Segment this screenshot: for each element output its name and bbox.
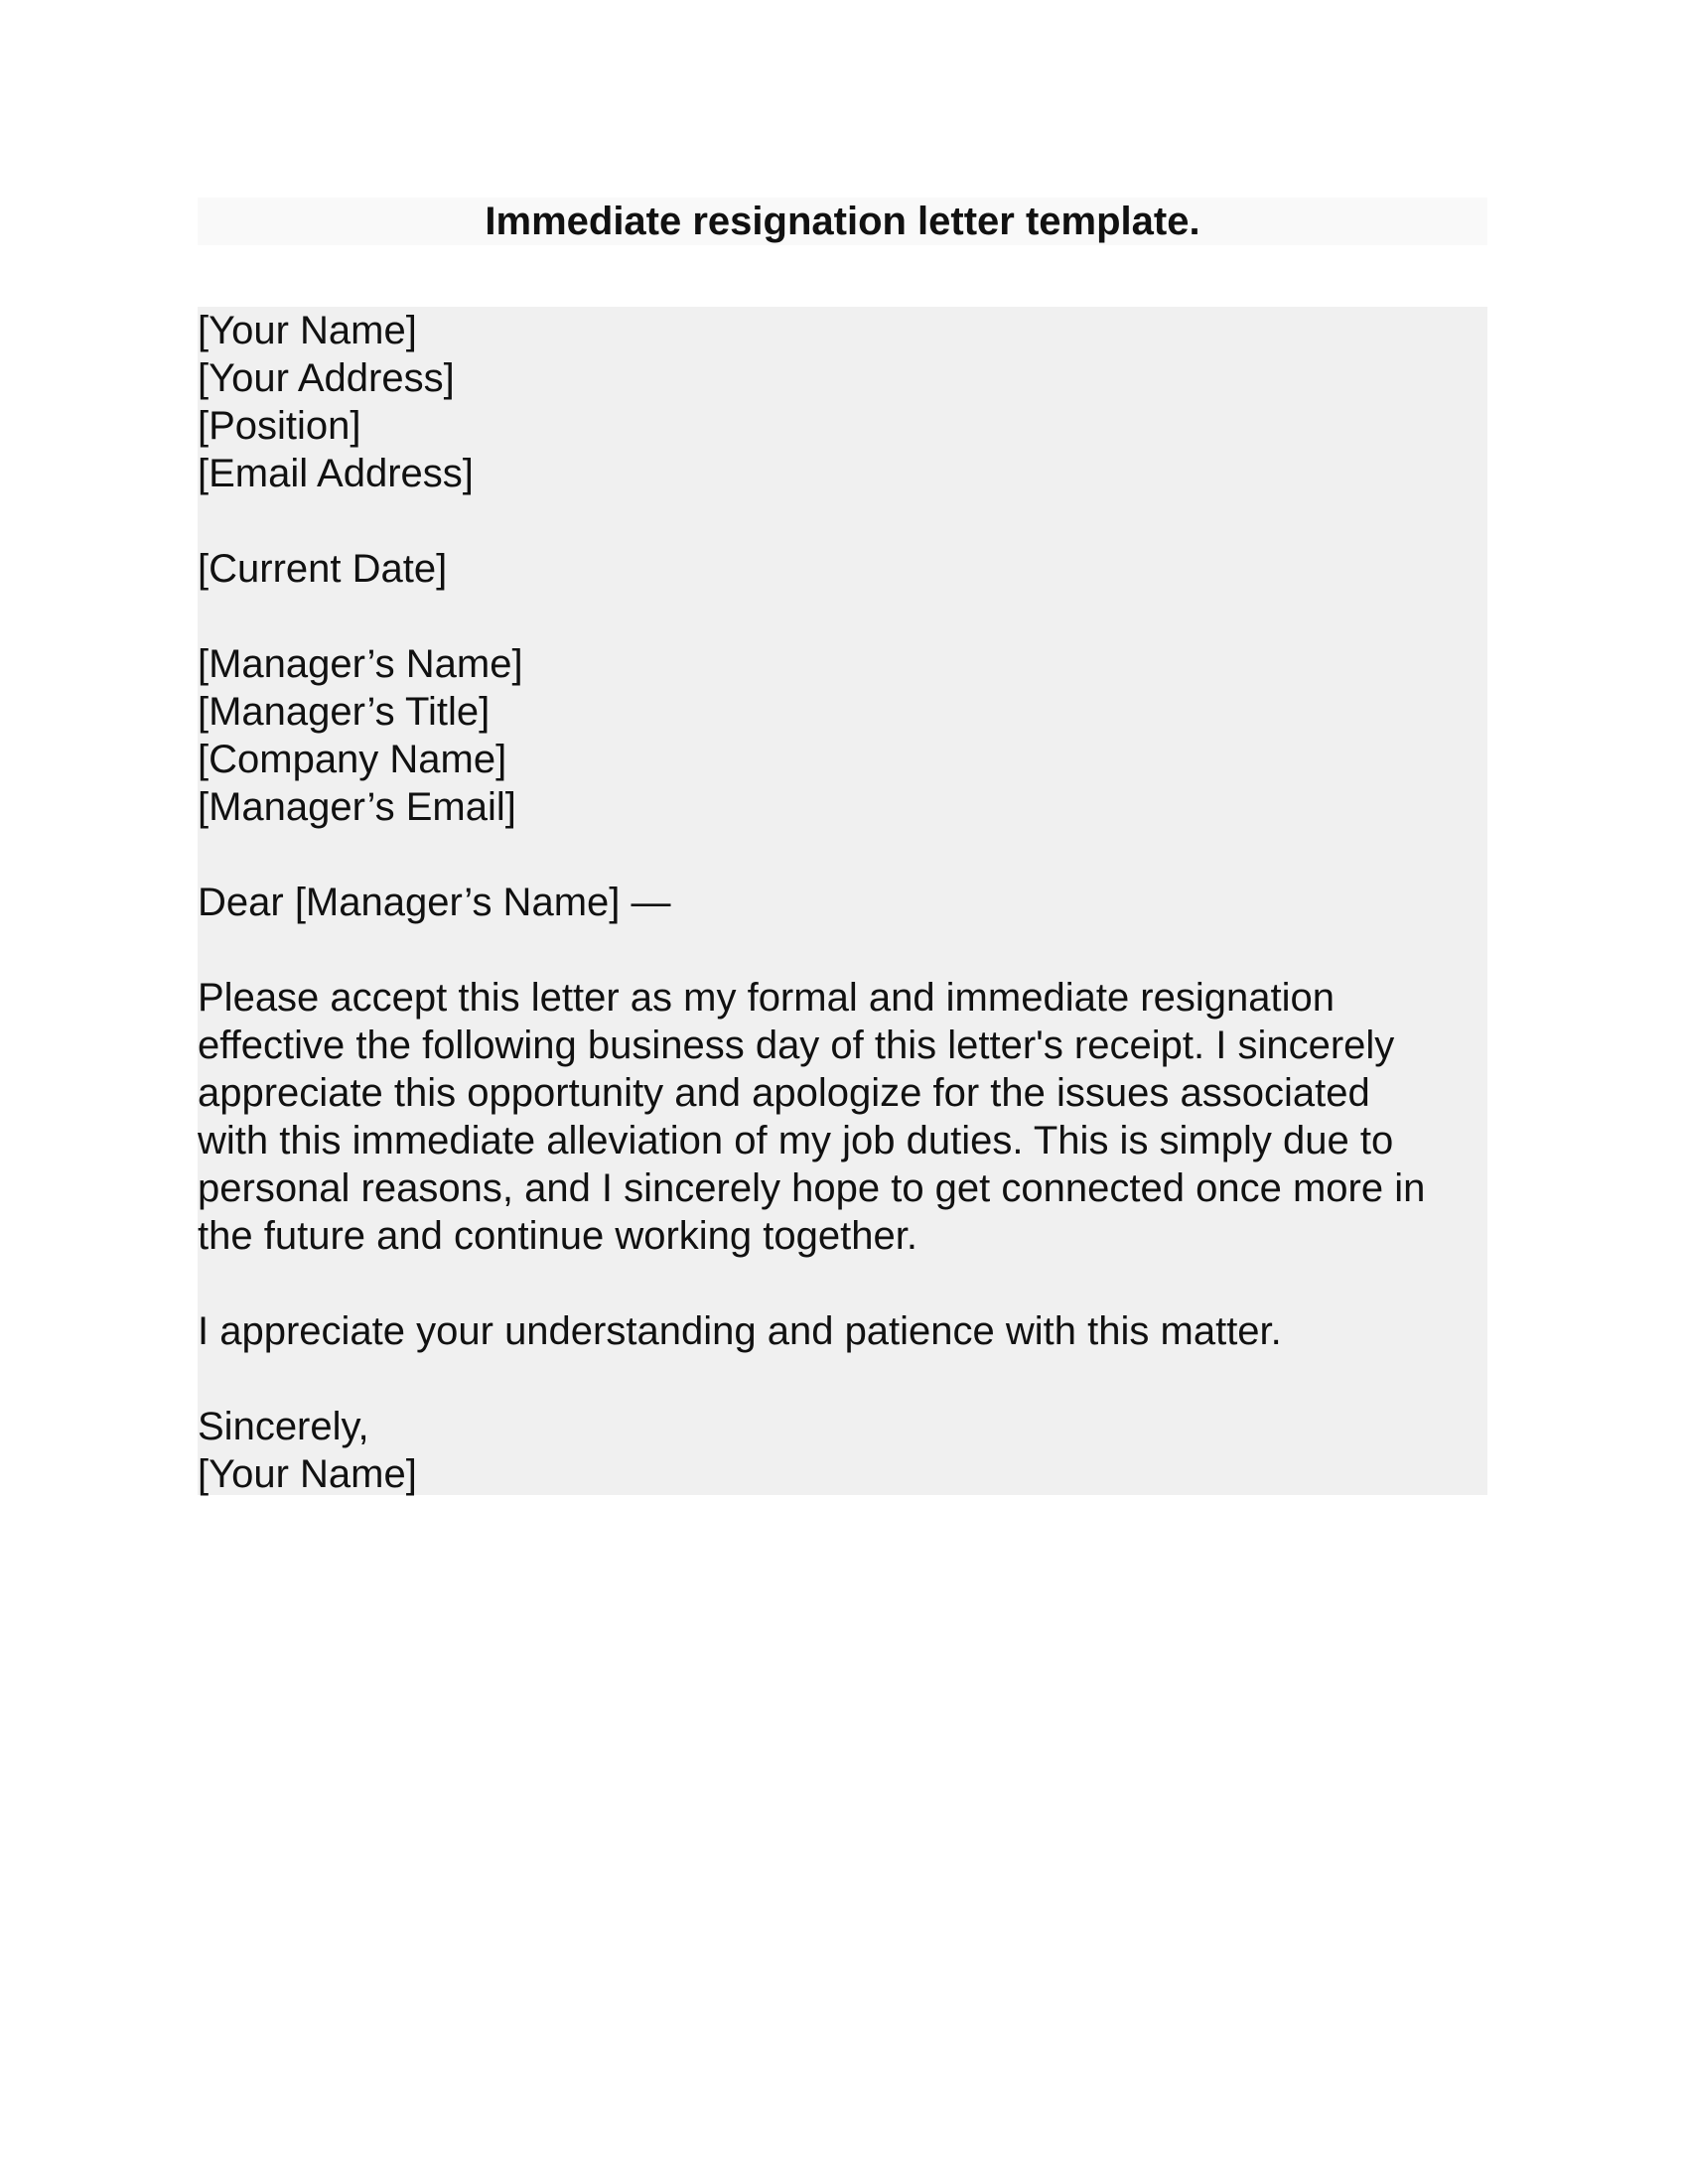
- paragraph-line: effective the following business day of this letter's receipt. I sincerely: [198, 1024, 1395, 1067]
- recipient-email: [Manager’s Email]: [198, 785, 516, 829]
- salutation: Dear [Manager’s Name] —: [198, 881, 671, 924]
- recipient-title: [Manager’s Title]: [198, 690, 491, 734]
- spacer: [198, 497, 1487, 545]
- closing: Sincerely,: [198, 1405, 369, 1448]
- document-title: Immediate resignation letter template.: [485, 200, 1200, 243]
- spacer: [198, 593, 1487, 640]
- sender-name: [Your Name]: [198, 309, 417, 352]
- recipient-company: [Company Name]: [198, 738, 507, 781]
- spacer: [198, 831, 1487, 879]
- recipient-name: [Manager’s Name]: [198, 642, 523, 686]
- body-paragraph-1: [198, 974, 1487, 1260]
- title-band: [198, 198, 1487, 245]
- sender-position: [Position]: [198, 404, 361, 448]
- paragraph-line: personal reasons, and I sincerely hope to get connected once more in: [198, 1166, 1426, 1210]
- spacer: [198, 1355, 1487, 1403]
- signature-name: [Your Name]: [198, 1452, 417, 1496]
- sender-email: [Email Address]: [198, 452, 474, 495]
- letter-body: [198, 307, 1487, 1495]
- spacer: [198, 926, 1487, 974]
- paragraph-line: the future and continue working together.: [198, 1214, 917, 1258]
- paragraph-line: Please accept this letter as my formal and immediate resignation: [198, 976, 1335, 1020]
- sender-address: [Your Address]: [198, 356, 455, 400]
- paragraph-line: with this immediate alleviation of my job duties. This is simply due to: [198, 1119, 1394, 1162]
- body-paragraph-2: I appreciate your understanding and patience with this matter.: [198, 1309, 1282, 1353]
- current-date: [Current Date]: [198, 547, 448, 591]
- paragraph-line: appreciate this opportunity and apologize for the issues associated: [198, 1071, 1370, 1115]
- spacer: [198, 1260, 1487, 1307]
